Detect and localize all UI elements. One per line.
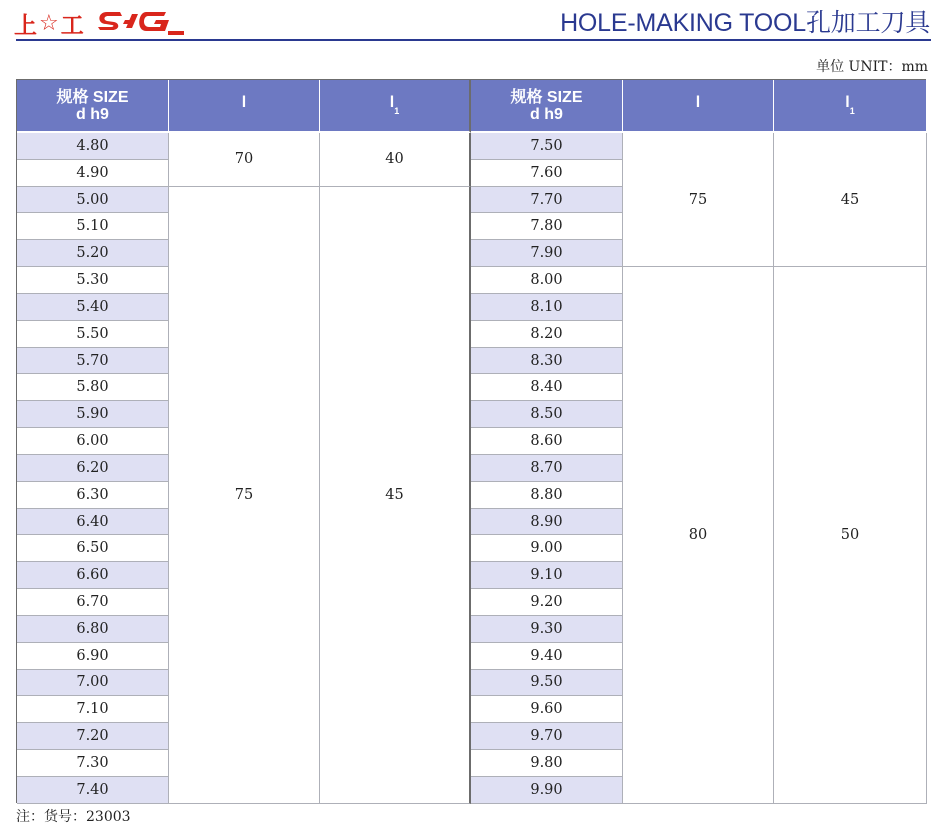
size-cell: 5.40	[17, 294, 169, 321]
size-cell: 5.80	[17, 374, 169, 401]
size-cell: 6.40	[17, 509, 169, 536]
column-header-main: l	[241, 93, 247, 111]
column-header-subscript: 1	[849, 106, 855, 117]
size-cell: 7.50	[471, 133, 623, 160]
length-l1-cell: 45	[774, 133, 927, 267]
column-header-label	[845, 94, 854, 117]
length-l1-cell: 45	[320, 187, 471, 804]
page-header	[0, 0, 950, 50]
column-header	[623, 80, 774, 133]
column-header-label	[696, 94, 700, 117]
size-cell: 5.30	[17, 267, 169, 294]
size-cell: 6.00	[17, 428, 169, 455]
length-l-cell: 75	[623, 133, 774, 267]
column-header	[774, 80, 927, 133]
size-cell: 9.60	[471, 696, 623, 723]
length-l-cell: 70	[169, 133, 320, 187]
size-cell: 7.40	[17, 777, 169, 804]
column-header-line: d h9	[76, 105, 109, 123]
size-cell: 7.80	[471, 213, 623, 240]
size-cell: 5.90	[17, 401, 169, 428]
column-header-line: 规格 SIZE	[510, 88, 583, 106]
column-header-main: l	[389, 93, 395, 111]
size-cell: 8.30	[471, 348, 623, 375]
size-cell: 8.80	[471, 482, 623, 509]
size-cell: 8.90	[471, 509, 623, 536]
column-header	[320, 80, 471, 133]
column-header-label	[242, 94, 246, 117]
brand-mark-icon	[98, 10, 184, 36]
size-cell: 4.90	[17, 160, 169, 187]
size-cell: 9.30	[471, 616, 623, 643]
column-header-subscript: 1	[394, 106, 400, 117]
size-cell: 9.20	[471, 589, 623, 616]
size-cell: 5.00	[17, 187, 169, 214]
size-cell: 7.10	[17, 696, 169, 723]
size-cell: 9.40	[471, 643, 623, 670]
size-cell: 6.70	[17, 589, 169, 616]
column-header-main: l	[695, 93, 701, 111]
size-cell: 9.00	[471, 535, 623, 562]
length-l1-cell: 40	[320, 133, 471, 187]
size-cell: 9.10	[471, 562, 623, 589]
column-header-line: 规格 SIZE	[56, 88, 129, 106]
size-cell: 7.30	[17, 750, 169, 777]
size-cell: 6.20	[17, 455, 169, 482]
unit-label: 单位 UNIT：mm	[816, 59, 928, 75]
size-cell: 9.50	[471, 670, 623, 697]
logo-char-gong: 工	[60, 11, 84, 39]
size-cell: 8.60	[471, 428, 623, 455]
column-header-label	[390, 94, 399, 117]
size-cell: 6.60	[17, 562, 169, 589]
size-cell: 9.90	[471, 777, 623, 804]
size-cell: 6.80	[17, 616, 169, 643]
size-cell: 5.10	[17, 213, 169, 240]
star-icon: ☆	[39, 10, 59, 36]
spec-table	[16, 79, 926, 803]
column-header	[17, 80, 169, 133]
size-cell: 9.80	[471, 750, 623, 777]
size-cell: 8.00	[471, 267, 623, 294]
length-l1-cell: 50	[774, 267, 927, 804]
length-l-cell: 75	[169, 187, 320, 804]
size-cell: 7.70	[471, 187, 623, 214]
title-divider	[16, 39, 931, 41]
column-header-main: l	[845, 93, 850, 111]
size-cell: 6.50	[17, 535, 169, 562]
size-cell: 8.70	[471, 455, 623, 482]
page-title: HOLE-MAKING TOOL孔加工刀具	[560, 9, 930, 37]
size-cell: 7.90	[471, 240, 623, 267]
size-cell: 7.20	[17, 723, 169, 750]
column-header	[471, 80, 623, 133]
logo-char-shang: 上	[14, 11, 37, 39]
size-cell: 6.30	[17, 482, 169, 509]
size-cell: 5.20	[17, 240, 169, 267]
size-cell: 9.70	[471, 723, 623, 750]
size-cell: 8.50	[471, 401, 623, 428]
size-cell: 7.60	[471, 160, 623, 187]
size-cell: 8.40	[471, 374, 623, 401]
column-header-line: d h9	[530, 105, 563, 123]
brand-logo	[14, 7, 184, 39]
size-cell: 8.10	[471, 294, 623, 321]
size-cell: 5.70	[17, 348, 169, 375]
catalog-note: 注：货号：23003	[16, 809, 131, 825]
size-cell: 5.50	[17, 321, 169, 348]
size-cell: 7.00	[17, 670, 169, 697]
column-header	[169, 80, 320, 133]
size-cell: 8.20	[471, 321, 623, 348]
size-cell: 4.80	[17, 133, 169, 160]
size-cell: 6.90	[17, 643, 169, 670]
length-l-cell: 80	[623, 267, 774, 804]
